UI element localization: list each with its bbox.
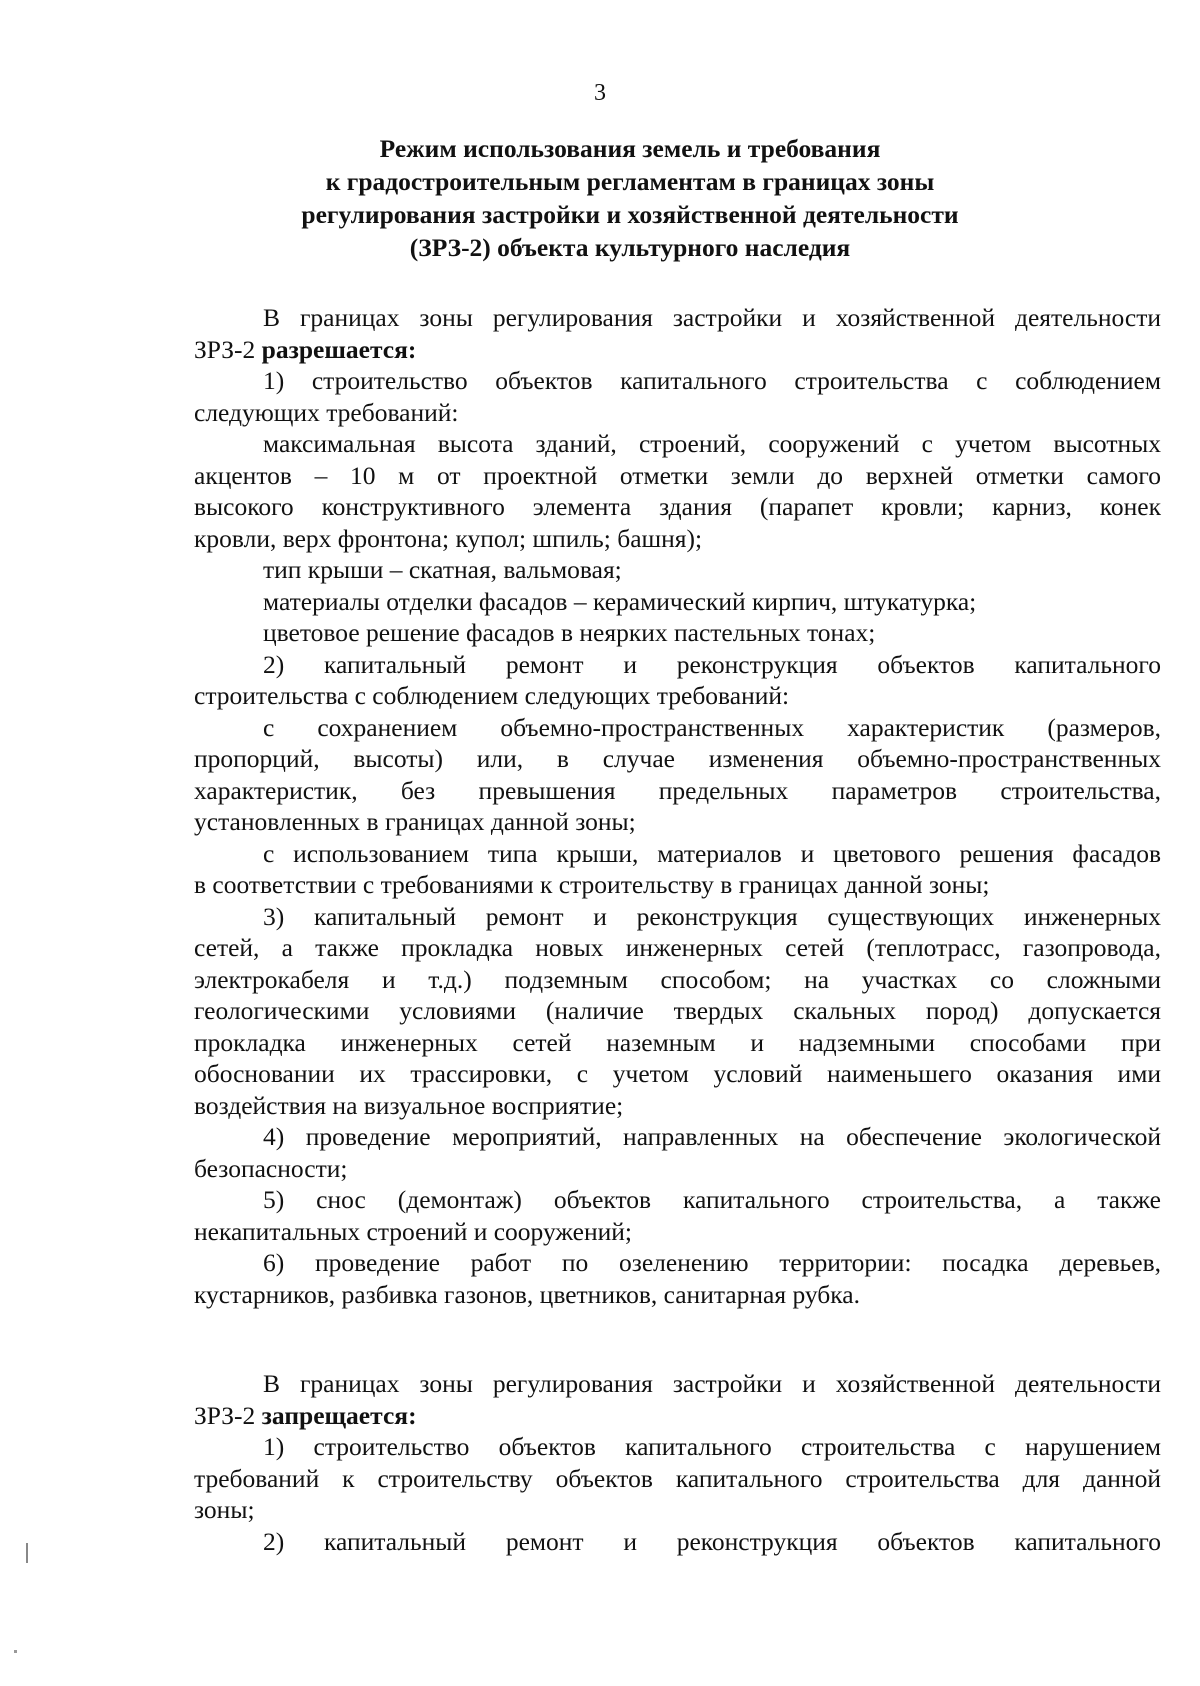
paragraph-line: 3) капитальный ремонт и реконструкция существующих инженерных — [263, 901, 1161, 931]
paragraph-line: цветовое решение фасадов в неярких пастельных тонах; — [263, 618, 876, 647]
page-number: 3 — [594, 80, 606, 106]
paragraph-line: 2) капитальный ремонт и реконструкция объектов капитального — [263, 1526, 1161, 1556]
paragraph-line: строительства с соблюдением следующих требований: — [194, 681, 790, 710]
prohibited-intro-line: В границах зоны регулирования застройки и хозяйственной деятельности — [263, 1369, 1161, 1398]
paragraph-line: 4) проведение мероприятий, направленных на обеспечение экологической — [263, 1122, 1161, 1151]
prohibited-section — [194, 1368, 1161, 1557]
document-title — [180, 132, 1080, 264]
title-line: регулирования застройки и хозяйственной деятельности — [301, 200, 959, 229]
paragraph-line: сетей, а также прокладка новых инженерных сетей (теплотрасс, газопровода, — [194, 933, 1161, 962]
paragraph-line: некапитальных строений и сооружений; — [194, 1216, 633, 1246]
scan-dot — [14, 1650, 17, 1653]
title-line: к градостроительным регламентам в границах зоны — [325, 167, 935, 196]
allowed-section — [194, 302, 1161, 1310]
paragraph-line: тип крыши – скатная, вальмовая; — [263, 555, 622, 584]
zone-code: ЗРЗ-2 — [194, 1400, 262, 1430]
paragraph-line: безопасности; — [194, 1153, 348, 1183]
paragraph-line: с использованием типа крыши, материалов и цветового решения фасадов — [263, 838, 1161, 868]
paragraph-line: установленных в границах данной зоны; — [194, 807, 636, 836]
paragraph-line: 5) снос (демонтаж) объектов капитального строительства, а также — [263, 1185, 1161, 1214]
allowed-intro-line: В границах зоны регулирования застройки и хозяйственной деятельности — [263, 303, 1161, 332]
prohibited-keyword: запрещается: — [261, 1400, 417, 1430]
paragraph-line: геологическими условиями (наличие твердых скальных пород) допускается — [194, 996, 1161, 1025]
paragraph-line: 1) строительство объектов капитального строительства с нарушением — [263, 1432, 1161, 1461]
paragraph-line: 6) проведение работ по озеленению территории: посадка деревьев, — [263, 1248, 1161, 1277]
paragraph-line: 2) капитальный ремонт и реконструкция объектов капитального — [263, 649, 1161, 679]
paragraph-line: зоны; — [194, 1495, 255, 1524]
paragraph-line: воздействия на визуальное восприятие; — [194, 1090, 624, 1120]
paragraph-line: кровли, верх фронтона; купол; шпиль; башня); — [194, 523, 703, 553]
paragraph-line: характеристик, без превышения предельных параметров строительства, — [194, 775, 1161, 805]
paragraph-line: в соответствии с требованиями к строительству в границах данной зоны; — [194, 870, 990, 899]
paragraph-line: материалы отделки фасадов – керамический кирпич, штукатурка; — [263, 586, 977, 616]
paragraph-line: кустарников, разбивка газонов, цветников, санитарная рубка. — [194, 1279, 860, 1309]
paragraph-line: прокладка инженерных сетей наземным и надземными способами при — [194, 1027, 1161, 1057]
paragraph-line: акцентов – 10 м от проектной отметки земли до верхней отметки самого — [194, 460, 1161, 490]
paragraph-line: максимальная высота зданий, строений, сооружений с учетом высотных — [263, 429, 1161, 458]
paragraph-line: электрокабеля и т.д.) подземным способом; на участках со сложными — [194, 964, 1161, 994]
title-line: Режим использования земель и требования — [379, 134, 881, 163]
margin-mark — [26, 1543, 28, 1563]
paragraph-line: 1) строительство объектов капитального строительства с соблюдением — [263, 366, 1161, 395]
paragraph-line: высокого конструктивного элемента здания (парапет кровли; карниз, конек — [194, 492, 1161, 521]
paragraph-line: с сохранением объемно-пространственных характеристик (размеров, — [263, 712, 1161, 742]
title-line: (ЗРЗ-2) объекта культурного наследия — [409, 233, 851, 262]
prohibited-intro-line-2 — [194, 1400, 1161, 1432]
paragraph-line: обосновании их трассировки, с учетом условий наименьшего оказания ими — [194, 1059, 1161, 1088]
paragraph-line: пропорций, высоты) или, в случае изменения объемно-пространственных — [194, 744, 1161, 773]
paragraph-line: требований к строительству объектов капитального строительства для данной — [194, 1463, 1161, 1493]
paragraph-line: следующих требований: — [194, 397, 459, 427]
allowed-keyword: разрешается: — [261, 334, 417, 364]
zone-code: ЗРЗ-2 — [194, 334, 262, 364]
allowed-intro-line-2 — [194, 334, 1161, 366]
